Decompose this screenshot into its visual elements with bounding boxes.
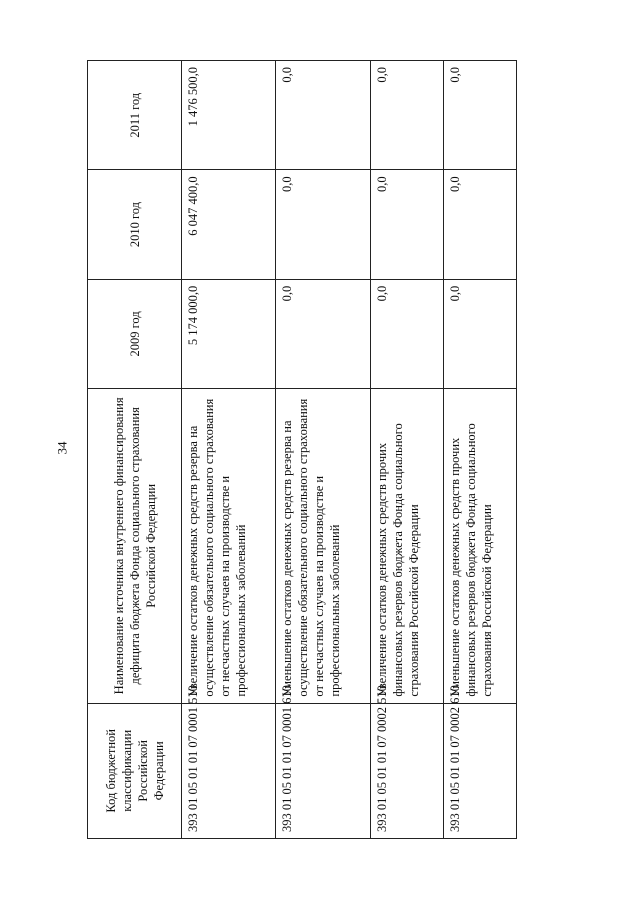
row-value-2010: 0,0 — [443, 170, 516, 279]
row-value-2009: 0,0 — [443, 279, 516, 388]
row-value-2009: 5 174 000,0 — [182, 279, 276, 388]
row-name: Уменьшение остатков денежных средств резерва на осуществление обязательного социального страхования от несчастных случаев на производстве и профессиональных заболеваний — [276, 389, 370, 704]
row-value-2010: 0,0 — [370, 170, 443, 279]
rotated-table-container — [87, 60, 517, 839]
row-code: 393 01 05 01 01 07 0001 610 — [276, 703, 370, 838]
header-2010: 2010 год — [88, 170, 182, 279]
row-code: 393 01 05 01 01 07 0001 510 — [182, 703, 276, 838]
table-row — [276, 61, 370, 839]
row-value-2011: 0,0 — [370, 61, 443, 170]
row-value-2009: 0,0 — [370, 279, 443, 388]
page-number: 34 — [54, 441, 70, 455]
row-code: 393 01 05 01 01 07 0002 510 — [370, 703, 443, 838]
row-name: Уменьшение остатков денежных средств прочих финансовых резервов бюджета Фонда социального страхования Российской Федерации — [443, 389, 516, 704]
table-row — [443, 61, 516, 839]
header-name: Наименование источника внутреннего финансирования дефицита бюджета Фонда социального страхования Российской Федерации — [88, 389, 182, 704]
table-header-row — [88, 61, 182, 839]
row-value-2010: 0,0 — [276, 170, 370, 279]
table-row — [370, 61, 443, 839]
row-value-2011: 0,0 — [276, 61, 370, 170]
header-2011: 2011 год — [88, 61, 182, 170]
header-code: Код бюджетной классификации Российской Федерации — [88, 703, 182, 838]
row-value-2011: 1 476 500,0 — [182, 61, 276, 170]
row-value-2009: 0,0 — [276, 279, 370, 388]
row-name: Увеличение остатков денежных средств резерва на осуществление обязательного социального страхования от несчастных случаев на производстве и профессиональных заболеваний — [182, 389, 276, 704]
budget-sources-table — [87, 60, 517, 839]
row-name: Увеличение остатков денежных средств прочих финансовых резервов бюджета Фонда социального страхования Российской Федерации — [370, 389, 443, 704]
row-value-2010: 6 047 400,0 — [182, 170, 276, 279]
table-row — [182, 61, 276, 839]
row-code: 393 01 05 01 01 07 0002 610 — [443, 703, 516, 838]
header-2009: 2009 год — [88, 279, 182, 388]
row-value-2011: 0,0 — [443, 61, 516, 170]
